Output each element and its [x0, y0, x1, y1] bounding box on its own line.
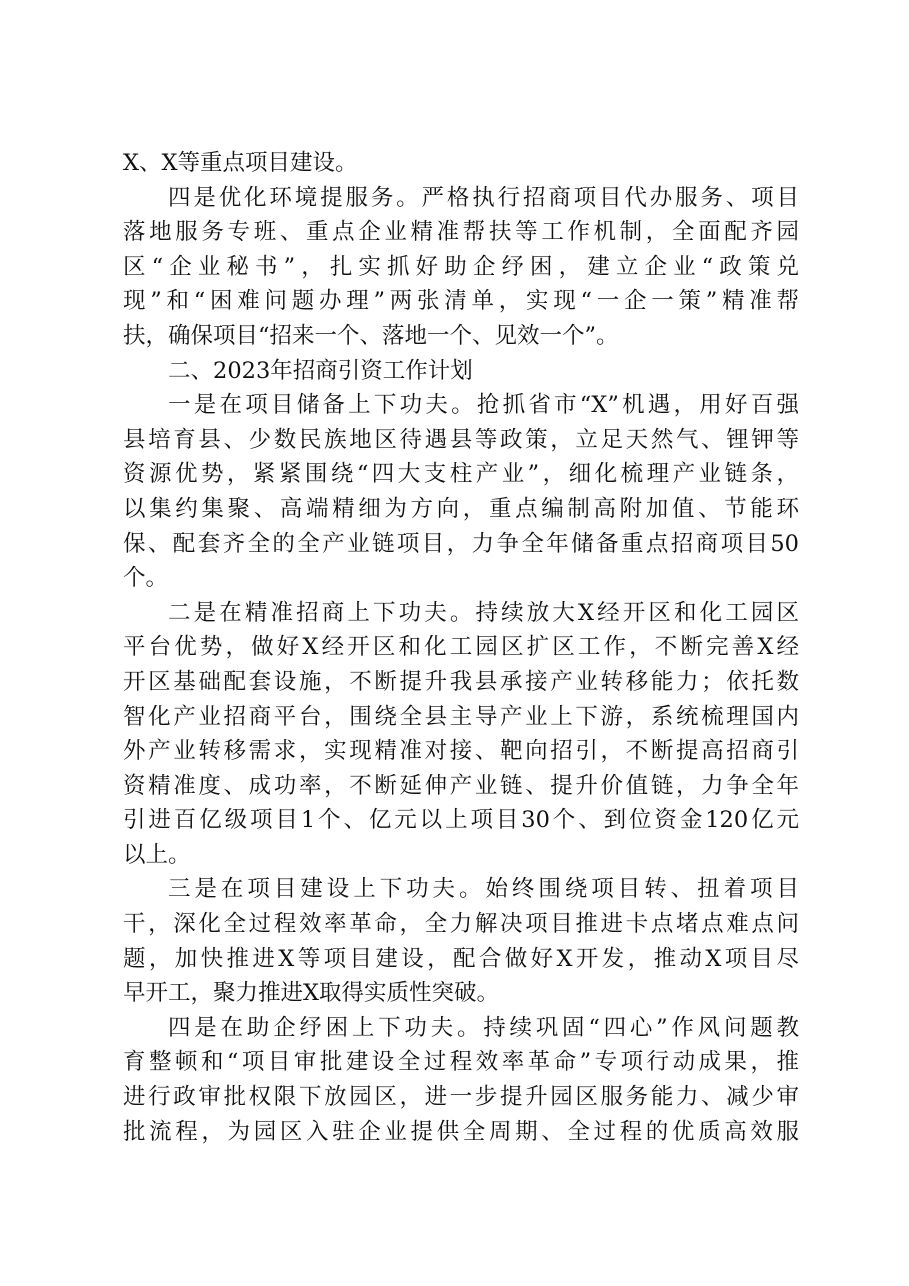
paragraph-precise-investment	[123, 596, 799, 873]
text-line: X、X等重点项目建设。	[123, 150, 358, 176]
text-line: 保、配套齐全的全产业链项目，力争全年储备重点招商项目50	[123, 530, 799, 557]
text-line: 区“企业秘书”，扎实抓好助企纾困，建立企业“政策兑	[123, 253, 799, 280]
paragraph-optimize-environment	[123, 181, 799, 354]
text-line: 二是在精准招商上下功夫。持续放大X经开区和化工园区	[168, 599, 799, 626]
text-line: 早开工，聚力推进X取得实质性突破。	[123, 980, 500, 1007]
text-line: 个。	[123, 565, 169, 592]
text-line: 外产业转移需求，实现精准对接、靶向招引，不断提高招商引	[123, 738, 799, 765]
paragraph-project-reserve	[123, 388, 799, 596]
paragraph-project-construction	[123, 872, 799, 1010]
text-line: 落地服务专班、重点企业精准帮扶等工作机制，全面配齐园	[123, 219, 799, 246]
section-heading	[123, 354, 799, 389]
text-line: 扶，确保项目“招来一个、落地一个、见效一个”。	[123, 322, 619, 349]
text-line: 批流程，为园区入驻企业提供全周期、全过程的优质高效服	[123, 1118, 799, 1145]
text-line: 一是在项目储备上下功夫。抢抓省市“X”机遇，用好百强	[168, 392, 799, 419]
text-line: 三是在项目建设上下功夫。始终围绕项目转、扭着项目	[168, 876, 799, 903]
paragraph-enterprise-relief	[123, 1011, 799, 1149]
text-line: 平台优势，做好X经开区和化工园区扩区工作，不断完善X经	[123, 634, 799, 661]
text-line: 开区基础配套设施，不断提升我县承接产业转移能力；依托数	[123, 668, 799, 695]
text-line: 县培育县、少数民族地区待遇县等政策，立足天然气、锂钾等	[123, 426, 799, 453]
text-line: 育整顿和“项目审批建设全过程效率革命”专项行动成果，推	[123, 1049, 799, 1076]
text-line: 四是优化环境提服务。严格执行招商项目代办服务、项目	[168, 184, 799, 211]
text-line: 四是在助企纾困上下功夫。持续巩固“四心”作风问题教	[168, 1014, 799, 1041]
text-line: 以集约集聚、高端精细为方向，重点编制高附加值、节能环	[123, 495, 799, 522]
paragraph-continuation	[123, 146, 799, 181]
text-line: 引进百亿级项目1个、亿元以上项目30个、到位资金120亿元	[123, 807, 799, 834]
section-heading-text: 二、2023年招商引资工作计划	[168, 357, 473, 384]
text-line: 题，加快推进X等项目建设，配合做好X开发，推动X项目尽	[123, 945, 799, 972]
text-line: 资源优势，紧紧围绕“四大支柱产业”，细化梳理产业链条，	[123, 461, 799, 488]
text-line: 进行政审批权限下放园区，进一步提升园区服务能力、减少审	[123, 1084, 799, 1111]
text-line: 资精准度、成功率，不断延伸产业链、提升价值链，力争全年	[123, 772, 799, 799]
text-line: 智化产业招商平台，围绕全县主导产业上下游，系统梳理国内	[123, 703, 799, 730]
document-page	[123, 146, 799, 1149]
text-line: 以上。	[123, 841, 191, 868]
text-line: 干，深化全过程效率革命，全力解决项目推进卡点堵点难点问	[123, 911, 799, 938]
text-line: 现”和“困难问题办理”两张清单，实现“一企一策”精准帮	[123, 288, 799, 315]
